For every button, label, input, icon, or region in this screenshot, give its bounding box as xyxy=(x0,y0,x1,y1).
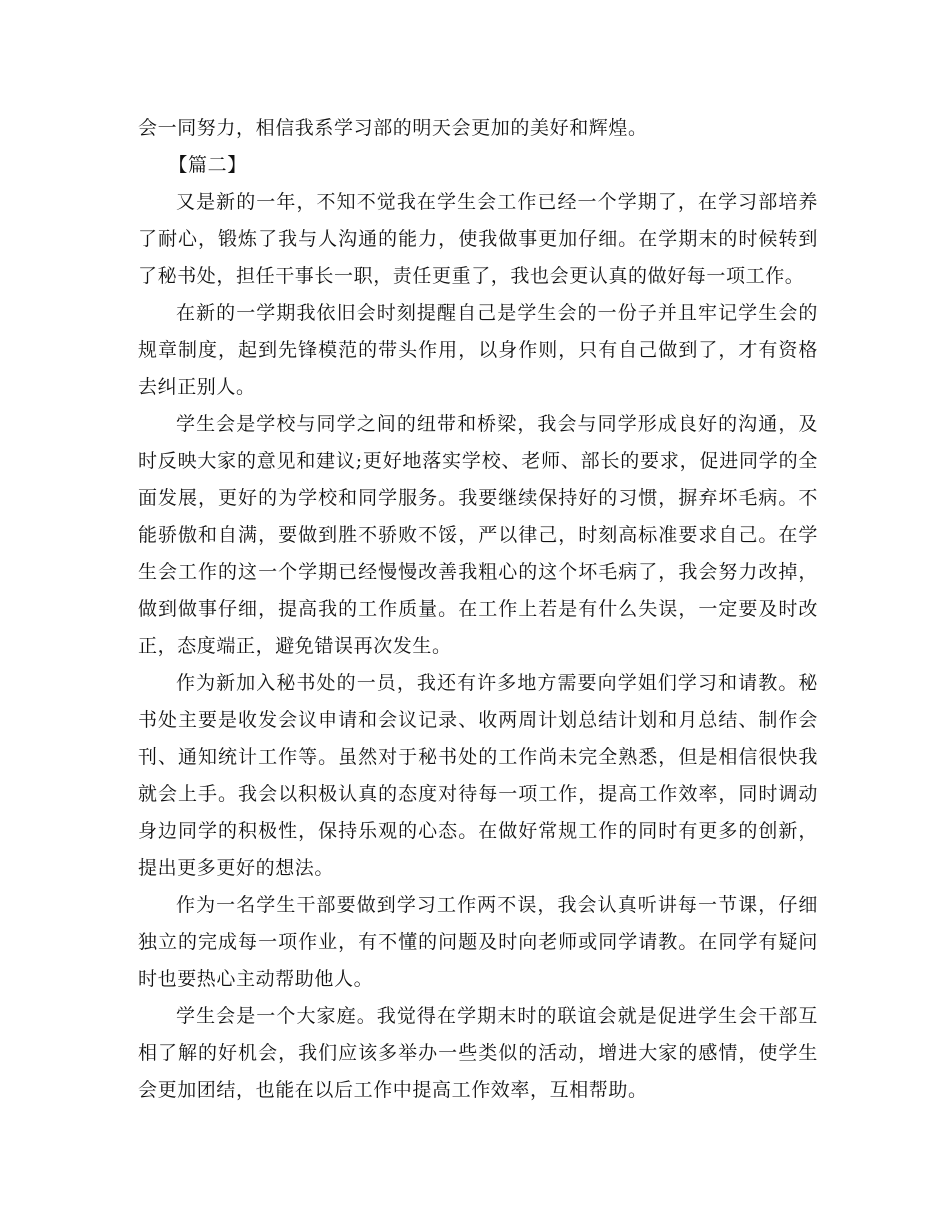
paragraph: 在新的一学期我依旧会时刻提醒自己是学生会的一份子并且牢记学生会的规章制度，起到先锋模范的带头作用，以身作则，只有自己做到了，才有资格去纠正别人。 xyxy=(138,302,818,398)
paragraph: 作为新加入秘书处的一员，我还有许多地方需要向学姐们学习和请教。秘书处主要是收发会议申请和会议记录、收两周计划总结计划和月总结、制作会刊、通知统计工作等。虽然对于秘书处的工作尚未完全熟悉，但是相信很快我就会上手。我会以积极认真的态度对待每一项工作，提高工作效率，同时调动身边同学的积极性，保持乐观的心态。在做好常规工作的同时有更多的创新，提出更多更好的想法。 xyxy=(138,672,818,879)
section-heading: 【篇二】 xyxy=(168,154,247,176)
paragraph: 作为一名学生干部要做到学习工作两不误，我会认真听讲每一节课，仔细独立的完成每一项作业，有不懂的问题及时向老师或同学请教。在同学有疑问时也要热心主动帮助他人。 xyxy=(138,894,818,990)
paragraph: 学生会是学校与同学之间的纽带和桥梁，我会与同学形成良好的沟通，及时反映大家的意见和建议;更好地落实学校、老师、部长的要求，促进同学的全面发展，更好的为学校和同学服务。我要继续保持好的习惯，摒弃坏毛病。不能骄傲和自满，要做到胜不骄败不馁，严以律己，时刻高标准要求自己。在学生会工作的这一个学期已经慢慢改善我粗心的这个坏毛病了，我会努力改掉，做到做事仔细，提高我的工作质量。在工作上若是有什么失误，一定要及时改正，态度端正，避免错误再次发生。 xyxy=(138,413,818,657)
document-body xyxy=(138,110,818,1109)
paragraph-continuation: 会一同努力，相信我系学习部的明天会更加的美好和辉煌。 xyxy=(138,117,648,139)
paragraph: 又是新的一年，不知不觉我在学生会工作已经一个学期了，在学习部培养了耐心，锻炼了我与人沟通的能力，使我做事更加仔细。在学期末的时候转到了秘书处，担任干事长一职，责任更重了，我也会更认真的做好每一项工作。 xyxy=(138,191,818,287)
paragraph: 学生会是一个大家庭。我觉得在学期末时的联谊会就是促进学生会干部互相了解的好机会，我们应该多举办一些类似的活动，增进大家的感情，使学生会更加团结，也能在以后工作中提高工作效率，互相帮助。 xyxy=(138,1005,818,1101)
